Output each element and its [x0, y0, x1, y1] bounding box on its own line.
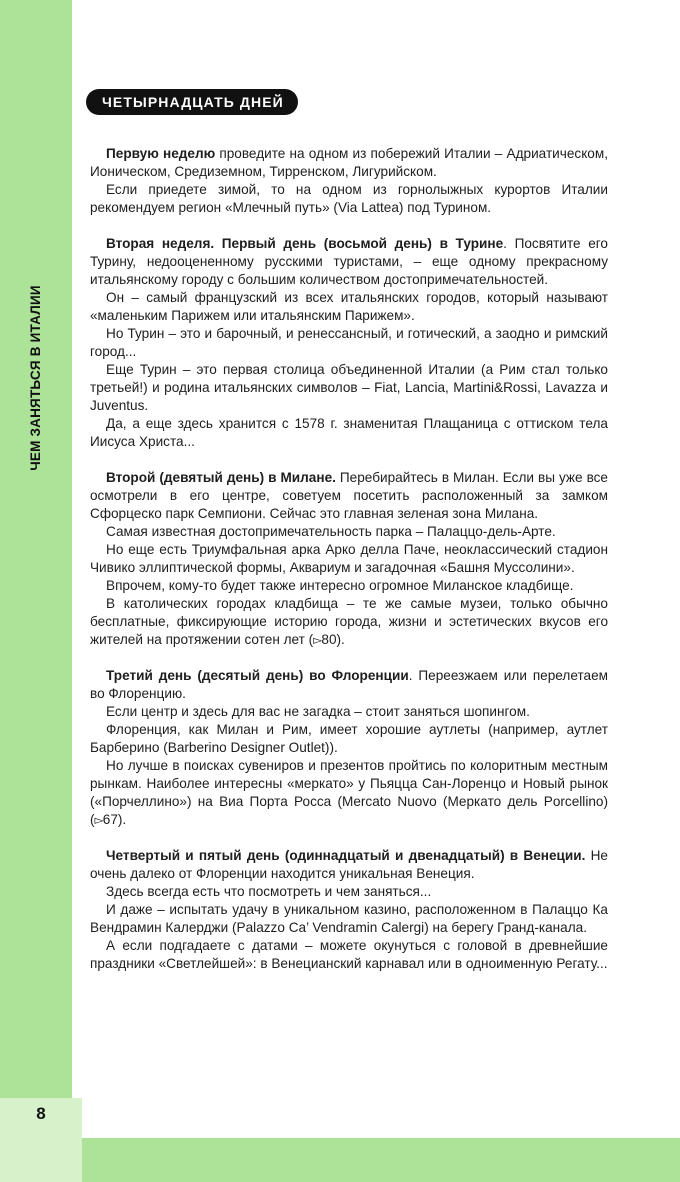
paragraph: Второй (девятый день) в Милане. Перебирайтесь в Милан. Если вы уже все осмотрели в его центре, советуем посетить расположенный за замком Сфорцеско парк Семпиони. Сейчас это главная зеленая зона Милана. — [90, 470, 608, 521]
paragraph: Третий день (десятый день) во Флоренции. Переезжаем или перелетаем во Флоренцию. — [90, 668, 608, 701]
page-reference: 67 — [102, 812, 118, 827]
paragraph: Флоренция, как Милан и Рим, имеет хорошие аутлеты (например, аутлет Барберино (Barberino Designer Outlet)). — [90, 722, 608, 755]
paragraph: Еще Турин – это первая столица объединенной Италии (а Рим стал только третьей!) и родина итальянских символов – Fiat, Lancia, Martini&Rossi, Lavazza и Juventus. — [90, 362, 608, 413]
bottom-band — [82, 1138, 680, 1182]
paragraph: Да, а еще здесь хранится с 1578 г. знаменитая Плащаница с оттиском тела Иисуса Христа... — [90, 416, 608, 449]
paragraph: Но лучше в поисках сувениров и презентов пройтись по колоритным местным рынкам. Наиболее интересны «меркато» у Пьяцца Сан-Лоренцо и Новый рынок («Порчеллино») на Виа Порта Росса (Mercato Nuovo (Меркато дель Porcellino) (▻67). — [90, 758, 608, 827]
paragraph-heading: Третий день (десятый день) во Флоренции — [106, 668, 409, 683]
paragraph: А если подгадаете с датами – можете окунуться с головой в древнейшие праздники «Светлейшей»: в Венецианский карнавал или в одноименную Регату... — [90, 938, 608, 971]
paragraph: Здесь всегда есть что посмотреть и чем заняться... — [106, 884, 432, 899]
paragraph: Но Турин – это и барочный, и ренессансный, и готический, а заодно и римский город... — [90, 326, 608, 359]
paragraph: Он – самый французский из всех итальянских городов, который называют «маленьким Парижем или итальянским Парижем». — [90, 290, 608, 323]
paragraph-heading: Вторая неделя. Первый день (восьмой день) в Турине — [106, 236, 504, 251]
arrow-right-outline-icon: ▻ — [94, 813, 103, 827]
paragraph-heading: Четвертый и пятый день (одиннадцатый и двенадцатый) в Венеции. — [106, 848, 586, 863]
paragraph: Четвертый и пятый день (одиннадцатый и двенадцатый) в Венеции. Не очень далеко от Флоренции находится уникальная Венеция. — [90, 848, 608, 881]
paragraph: Но еще есть Триумфальная арка Арко делла Паче, неоклассический стадион Чивико эллиптической формы, Аквариум и загадочная «Башня Муссолини». — [90, 542, 608, 575]
paragraph: Первую неделю проведите на одном из побережий Италии – Адриатическом, Ионическом, Средиземном, Тирренском, Лигурийском. — [90, 146, 608, 179]
paragraph-heading: Второй (девятый день) в Милане. — [106, 470, 336, 485]
page-number: 8 — [36, 1104, 46, 1123]
paragraph: Если центр и здесь для вас не загадка – стоит заняться шопингом. — [106, 704, 530, 719]
paragraph-heading: Первую неделю — [106, 146, 216, 161]
arrow-right-outline-icon: ▻ — [313, 633, 322, 647]
running-head-vertical: ЧЕМ ЗАНЯТЬСЯ В ИТАЛИИ — [28, 285, 43, 471]
body-text — [90, 145, 608, 973]
section-title: ЧЕТЫРНАДЦАТЬ ДНЕЙ — [86, 89, 298, 115]
paragraph: Самая известная достопримечательность парка – Палаццо-дель-Арте. — [106, 524, 556, 539]
paragraph: И даже – испытать удачу в уникальном казино, расположенном в Палаццо Ка Вендрамин Калерджи (Palazzo Ca’ Vendramin Calergi) на берегу Гранд-канала. — [90, 902, 608, 935]
paragraph: В католических городах кладбища – те же самые музеи, только обычно бесплатные, фиксирующие историю города, жизни и эстетических вкусов его жителей на протяжении сотен лет (▻80). — [90, 596, 608, 647]
paragraph: Если приедете зимой, то на одном из горнолыжных курортов Италии рекомендуем регион «Млечный путь» (Via Lattea) под Турином. — [90, 182, 608, 215]
page-reference: 80 — [321, 632, 337, 647]
paragraph: Впрочем, кому-то будет также интересно огромное Миланское кладбище. — [106, 578, 574, 593]
paragraph: Вторая неделя. Первый день (восьмой день) в Турине. Посвятите его Турину, недооцененному русскими туристами, – еще одному прекрасному итальянскому городу с большим количеством достопримечательностей. — [90, 236, 608, 287]
